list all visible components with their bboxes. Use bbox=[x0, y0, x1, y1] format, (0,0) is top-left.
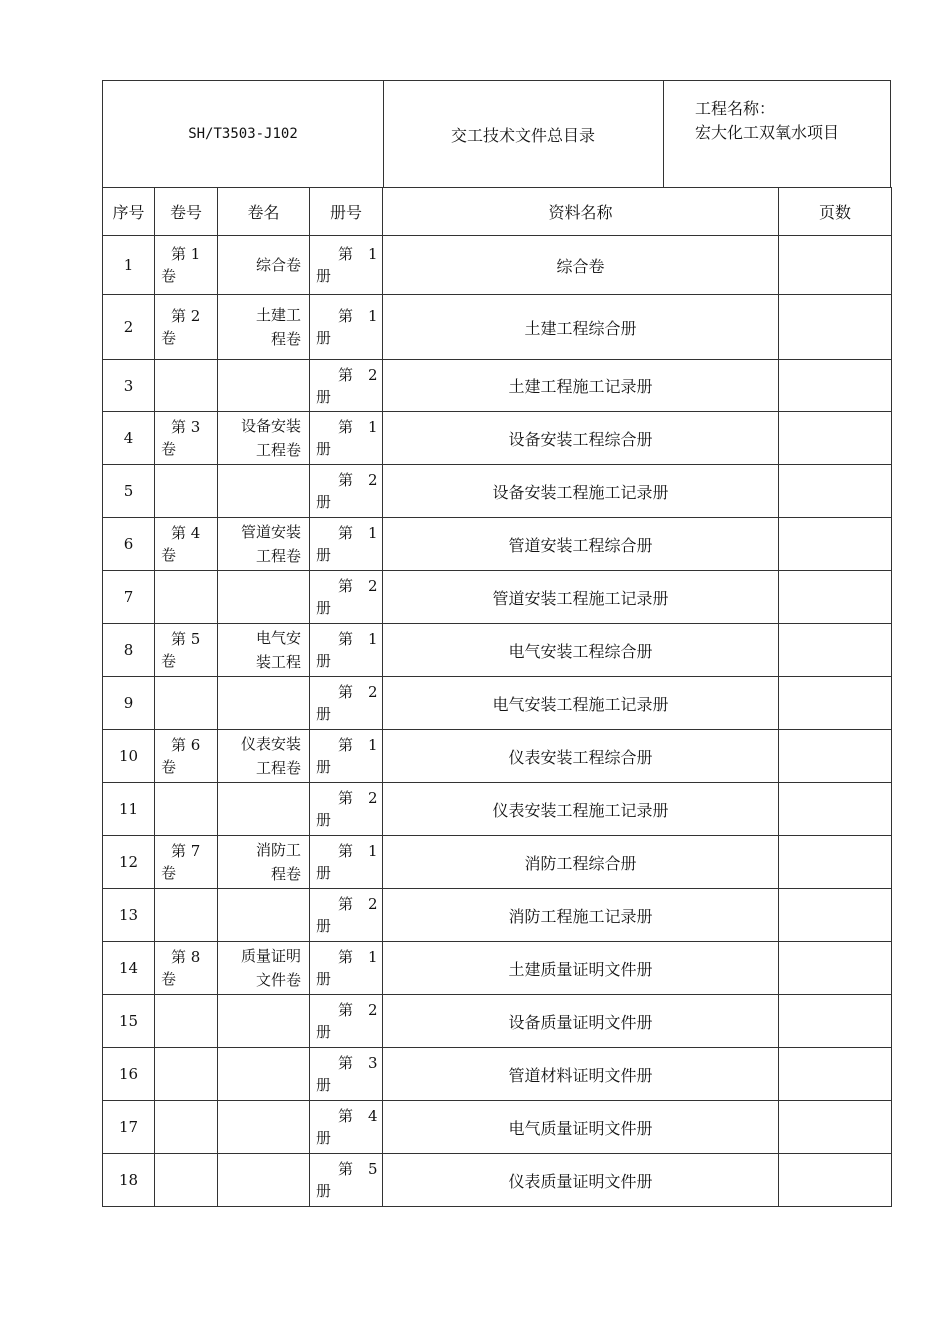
row-book: 第 1 册 bbox=[310, 412, 383, 465]
row-book: 第 2 册 bbox=[310, 889, 383, 942]
row-volume-name: 设备安装 工程卷 bbox=[218, 412, 310, 465]
row-volume-name bbox=[218, 465, 310, 518]
table-row bbox=[103, 624, 892, 677]
row-seq: 15 bbox=[103, 995, 155, 1048]
row-pages bbox=[779, 995, 892, 1048]
row-volume bbox=[155, 677, 218, 730]
row-pages bbox=[779, 942, 892, 995]
row-seq: 11 bbox=[103, 783, 155, 836]
document-header bbox=[102, 80, 891, 188]
row-pages bbox=[779, 295, 892, 360]
row-pages bbox=[779, 412, 892, 465]
row-doc-name: 土建质量证明文件册 bbox=[383, 942, 779, 995]
row-volume: 第 6 卷 bbox=[155, 730, 218, 783]
row-pages bbox=[779, 236, 892, 295]
form-code: SH/T3503-J102 bbox=[103, 81, 384, 187]
row-doc-name: 土建工程施工记录册 bbox=[383, 360, 779, 412]
row-seq: 8 bbox=[103, 624, 155, 677]
row-volume: 第 5 卷 bbox=[155, 624, 218, 677]
row-book: 第 1 册 bbox=[310, 624, 383, 677]
row-pages bbox=[779, 836, 892, 889]
row-book: 第 2 册 bbox=[310, 571, 383, 624]
row-volume: 第 4 卷 bbox=[155, 518, 218, 571]
row-doc-name: 仪表安装工程综合册 bbox=[383, 730, 779, 783]
row-seq: 5 bbox=[103, 465, 155, 518]
table-row bbox=[103, 360, 892, 412]
row-book: 第 1 册 bbox=[310, 295, 383, 360]
row-volume-name: 仪表安装 工程卷 bbox=[218, 730, 310, 783]
row-volume-name: 综合卷 bbox=[218, 236, 310, 295]
row-seq: 17 bbox=[103, 1101, 155, 1154]
row-volume bbox=[155, 1048, 218, 1101]
row-pages bbox=[779, 677, 892, 730]
row-seq: 9 bbox=[103, 677, 155, 730]
row-seq: 4 bbox=[103, 412, 155, 465]
row-pages bbox=[779, 571, 892, 624]
row-seq: 6 bbox=[103, 518, 155, 571]
row-pages bbox=[779, 360, 892, 412]
row-volume: 第 7 卷 bbox=[155, 836, 218, 889]
table-row bbox=[103, 518, 892, 571]
row-seq: 2 bbox=[103, 295, 155, 360]
row-doc-name: 电气安装工程施工记录册 bbox=[383, 677, 779, 730]
row-pages bbox=[779, 783, 892, 836]
row-pages bbox=[779, 730, 892, 783]
row-doc-name: 仪表安装工程施工记录册 bbox=[383, 783, 779, 836]
table-row bbox=[103, 1154, 892, 1207]
table-row bbox=[103, 836, 892, 889]
table-row bbox=[103, 236, 892, 295]
row-doc-name: 土建工程综合册 bbox=[383, 295, 779, 360]
table-row bbox=[103, 995, 892, 1048]
table-row bbox=[103, 889, 892, 942]
row-volume: 第 8 卷 bbox=[155, 942, 218, 995]
row-book: 第 1 册 bbox=[310, 518, 383, 571]
row-book: 第 1 册 bbox=[310, 942, 383, 995]
row-volume-name bbox=[218, 571, 310, 624]
row-doc-name: 消防工程综合册 bbox=[383, 836, 779, 889]
row-volume: 第 3 卷 bbox=[155, 412, 218, 465]
table-row bbox=[103, 783, 892, 836]
row-volume bbox=[155, 995, 218, 1048]
row-pages bbox=[779, 465, 892, 518]
table-header-row bbox=[103, 188, 892, 236]
row-seq: 13 bbox=[103, 889, 155, 942]
row-volume: 第 2 卷 bbox=[155, 295, 218, 360]
table-row bbox=[103, 942, 892, 995]
row-volume: 第 1 卷 bbox=[155, 236, 218, 295]
row-volume-name: 电气安 装工程 bbox=[218, 624, 310, 677]
row-volume bbox=[155, 889, 218, 942]
col-header-volume-name: 卷名 bbox=[218, 188, 310, 236]
row-seq: 1 bbox=[103, 236, 155, 295]
table-row bbox=[103, 677, 892, 730]
project-name: 宏大化工双氧水项目 bbox=[695, 123, 840, 142]
row-volume bbox=[155, 360, 218, 412]
table-row bbox=[103, 1048, 892, 1101]
row-doc-name: 电气安装工程综合册 bbox=[383, 624, 779, 677]
row-book: 第 5 册 bbox=[310, 1154, 383, 1207]
row-doc-name: 设备质量证明文件册 bbox=[383, 995, 779, 1048]
row-volume-name bbox=[218, 1101, 310, 1154]
document-title: 交工技术文件总目录 bbox=[383, 81, 664, 187]
catalog-table bbox=[102, 187, 892, 1207]
row-volume-name: 质量证明 文件卷 bbox=[218, 942, 310, 995]
row-pages bbox=[779, 518, 892, 571]
row-book: 第 4 册 bbox=[310, 1101, 383, 1154]
row-book: 第 2 册 bbox=[310, 995, 383, 1048]
row-volume bbox=[155, 571, 218, 624]
row-book: 第 2 册 bbox=[310, 465, 383, 518]
row-volume-name bbox=[218, 783, 310, 836]
row-doc-name: 消防工程施工记录册 bbox=[383, 889, 779, 942]
col-header-doc-name: 资料名称 bbox=[383, 188, 779, 236]
col-header-volume: 卷号 bbox=[155, 188, 218, 236]
row-volume-name bbox=[218, 1154, 310, 1207]
row-volume-name: 消防工 程卷 bbox=[218, 836, 310, 889]
row-pages bbox=[779, 624, 892, 677]
table-row bbox=[103, 730, 892, 783]
table-row bbox=[103, 571, 892, 624]
row-pages bbox=[779, 1101, 892, 1154]
table-row bbox=[103, 1101, 892, 1154]
row-pages bbox=[779, 889, 892, 942]
row-pages bbox=[779, 1048, 892, 1101]
row-volume-name bbox=[218, 889, 310, 942]
row-seq: 12 bbox=[103, 836, 155, 889]
row-seq: 10 bbox=[103, 730, 155, 783]
row-volume-name bbox=[218, 677, 310, 730]
row-volume bbox=[155, 1101, 218, 1154]
row-volume bbox=[155, 1154, 218, 1207]
row-volume-name bbox=[218, 995, 310, 1048]
project-label: 工程名称： bbox=[695, 99, 776, 118]
row-volume bbox=[155, 783, 218, 836]
row-seq: 18 bbox=[103, 1154, 155, 1207]
row-volume-name bbox=[218, 1048, 310, 1101]
table-row bbox=[103, 295, 892, 360]
row-book: 第 2 册 bbox=[310, 783, 383, 836]
row-volume-name bbox=[218, 360, 310, 412]
row-doc-name: 电气质量证明文件册 bbox=[383, 1101, 779, 1154]
row-doc-name: 综合卷 bbox=[383, 236, 779, 295]
row-pages bbox=[779, 1154, 892, 1207]
col-header-pages: 页数 bbox=[779, 188, 892, 236]
col-header-book: 册号 bbox=[310, 188, 383, 236]
row-book: 第 1 册 bbox=[310, 236, 383, 295]
row-seq: 16 bbox=[103, 1048, 155, 1101]
row-book: 第 2 册 bbox=[310, 677, 383, 730]
row-volume-name: 土建工 程卷 bbox=[218, 295, 310, 360]
row-doc-name: 设备安装工程施工记录册 bbox=[383, 465, 779, 518]
row-seq: 3 bbox=[103, 360, 155, 412]
row-book: 第 1 册 bbox=[310, 836, 383, 889]
project-info bbox=[663, 81, 890, 187]
row-volume-name: 管道安装 工程卷 bbox=[218, 518, 310, 571]
row-doc-name: 管道材料证明文件册 bbox=[383, 1048, 779, 1101]
row-seq: 7 bbox=[103, 571, 155, 624]
row-book: 第 2 册 bbox=[310, 360, 383, 412]
col-header-seq: 序号 bbox=[103, 188, 155, 236]
row-book: 第 1 册 bbox=[310, 730, 383, 783]
row-doc-name: 设备安装工程综合册 bbox=[383, 412, 779, 465]
row-seq: 14 bbox=[103, 942, 155, 995]
row-volume bbox=[155, 465, 218, 518]
table-row bbox=[103, 465, 892, 518]
row-book: 第 3 册 bbox=[310, 1048, 383, 1101]
row-doc-name: 管道安装工程综合册 bbox=[383, 518, 779, 571]
row-doc-name: 管道安装工程施工记录册 bbox=[383, 571, 779, 624]
row-doc-name: 仪表质量证明文件册 bbox=[383, 1154, 779, 1207]
table-row bbox=[103, 412, 892, 465]
